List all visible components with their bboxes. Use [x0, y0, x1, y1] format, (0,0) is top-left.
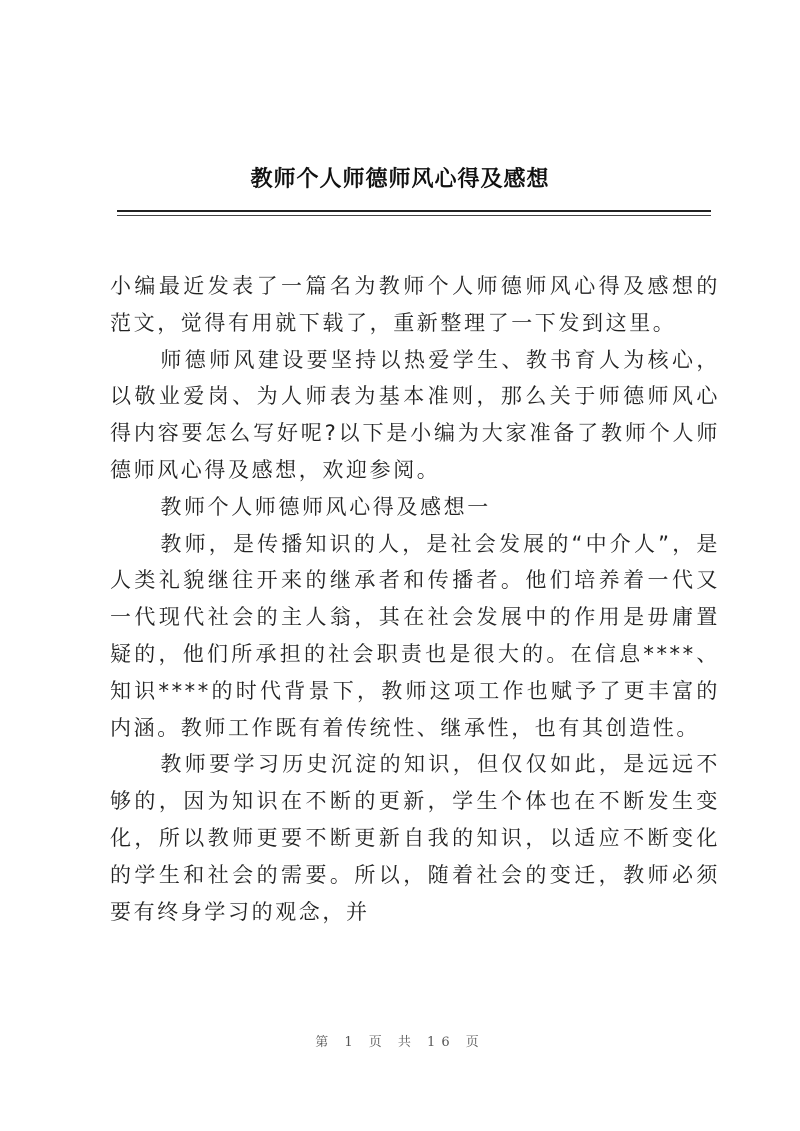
title-rule-thin [117, 215, 711, 216]
document-body [110, 268, 720, 930]
document-title: 教师个人师德师风心得及感想 [250, 166, 550, 192]
title-rule-thick [117, 210, 711, 212]
paragraph-body-1: 教师，是传播知识的人，是社会发展的“中介人”，是人类礼貌继往开来的继承者和传播者。他们培养着一代又一代现代社会的主人翁，其在社会发展中的作用是毋庸置疑的，他们所承担的社会职责也是很大的。在信息****、知识****的时代背景下，教师这项工作也赋予了更丰富的内涵。教师工作既有着传统性、继承性，也有其创造性。 [110, 531, 720, 740]
paragraph-overview: 师德师风建设要坚持以热爱学生、教书育人为核心，以敬业爱岗、为人师表为基本准则，那么关于师德师风心得内容要怎么写好呢?以下是小编为大家准备了教师个人师德师风心得及感想，欢迎参阅。 [110, 347, 720, 482]
paragraph-intro: 小编最近发表了一篇名为教师个人师德师风心得及感想的范文，觉得有用就下载了，重新整理了一下发到这里。 [110, 274, 720, 335]
section-heading: 教师个人师德师风心得及感想一 [160, 494, 491, 519]
page-footer: 第 1 页 共 16 页 [315, 1035, 485, 1050]
paragraph-body-2: 教师要学习历史沉淀的知识，但仅仅如此，是远远不够的，因为知识在不断的更新，学生个体也在不断发生变化，所以教师更要不断更新自我的知识，以适应不断变化的学生和社会的需要。所以，随着社会的变迁，教师必须要有终身学习的观念，并 [110, 752, 720, 924]
